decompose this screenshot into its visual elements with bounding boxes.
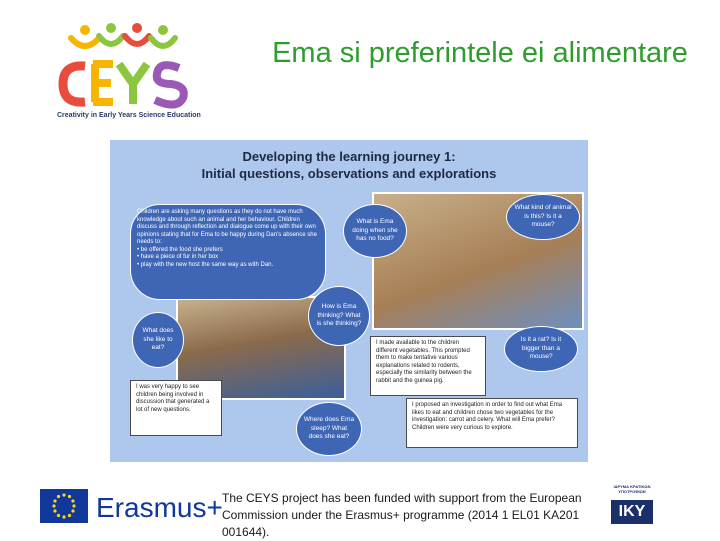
ceys-logo xyxy=(55,22,215,122)
rat-bubble: Is it a rat? Is it bigger than a mouse? xyxy=(504,326,578,372)
funding-statement xyxy=(222,490,602,541)
thinking-bubble: How is Ema thinking? What is she thinking? xyxy=(308,286,370,346)
what-eat-bubble: What does she like to eat? xyxy=(132,312,184,368)
logo-caption: Creativity in Early Years Science Education xyxy=(57,112,201,119)
poster-heading-line2: Initial questions, observations and explorations xyxy=(201,166,497,181)
iky-logo: IKY xyxy=(611,500,653,524)
happy-text-box: I was very happy to see children being involved in discussion that generated a lot of new questions. xyxy=(130,380,222,436)
logo-figures xyxy=(71,23,175,46)
poster-heading-line1: Developing the learning journey 1: xyxy=(242,149,456,164)
proposal-text-box: I proposed an investigation in order to find out what Ema likes to eat and children chose two vegetables for the investigation: carrot and celery. What will Ema prefer? Children were very curious to explore. xyxy=(406,398,578,448)
ema-doing-bubble: What is Ema doing when she has no food? xyxy=(343,204,407,258)
where-sleep-bubble: Where does Ema sleep? What does she eat? xyxy=(296,402,362,456)
poster-image xyxy=(110,140,588,462)
erasmus-logo-text: Erasmus+ xyxy=(96,492,223,523)
logo-letters xyxy=(63,64,184,105)
kind-of-animal-bubble: What kind of animal is this? Is it a mouse? xyxy=(506,194,580,240)
iky-subtitle: ΙΔΡΥΜΑ ΚΡΑΤΙΚΩΝ ΥΠΟΤΡΟΦΙΩΝ xyxy=(613,484,651,494)
funding-line2: Commission under the Erasmus+ programme (2014 1 EL01 KA201 001644). xyxy=(222,508,580,539)
slide-title: Ema si preferintele ei alimentare xyxy=(272,37,688,69)
funding-line1: The CEYS project has been funded with support from the European xyxy=(222,491,582,505)
main-questions-bubble: Children are asking many questions as they do not have much knowledge about such an animal and her behaviour. Children discuss and through reflection and dialogue come up with their own opinions stating that for Ema to be happy during Dan's absence she needs to: • be offered the food she prefers • have a piece of fur in her box • play with the new host the same way as with Dan. xyxy=(130,204,326,300)
eu-flag-icon xyxy=(40,489,88,523)
vegetables-text-box: I made available to the children different vegetables. This prompted them to make tentative various explanations related to rodents, especially the similarity between the rabbit and the guinea pig. xyxy=(370,336,486,396)
poster-heading xyxy=(110,148,588,182)
